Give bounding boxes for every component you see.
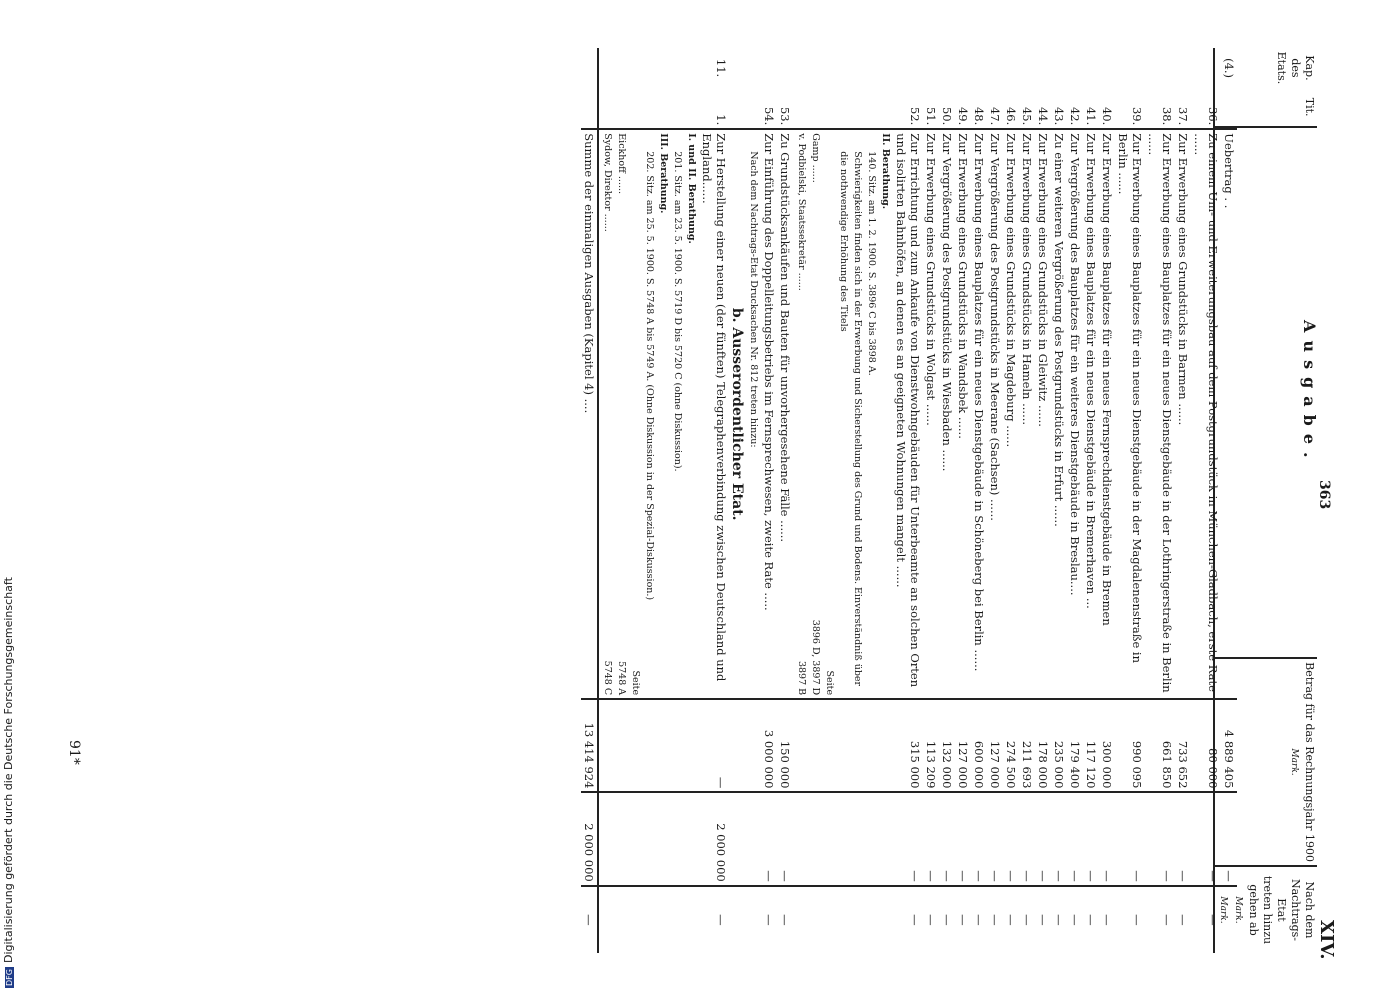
cell-amt2: —: [923, 792, 939, 885]
ausser-title-row: [729, 48, 745, 953]
beratung-line1: 140. Sitz. am 1. 2. 1900. S. 3896 C bis 3898 A.: [866, 151, 877, 376]
cell-amt3: —: [956, 914, 970, 926]
header-nach: Nach dem Nachtrags-Etat treten hinzugehen ab Mark.Mark.: [1214, 866, 1317, 953]
speaker-podbielski: v. Podbielski, Staatssekretär ......: [796, 133, 807, 291]
table-row: [1035, 48, 1051, 953]
cell-desc: Zur Erwerbung eines Bauplatzes für ein neues Dienstgebäude in Bremerhaven ...: [1083, 129, 1099, 699]
cell-tit: [581, 88, 598, 129]
sydow-ref: 5748 C: [602, 660, 613, 696]
cell-tit: 48.: [972, 106, 986, 126]
cell-amt3: —: [1004, 914, 1018, 926]
beratung-line2: Schwierigkeiten finden sich in der Erwerbung und Sicherstellung des Grund und Bodens. Einverständniß über die nothwendige Erhöhung des Titels: [838, 151, 863, 687]
cell-desc: Zur Erwerbung eines Bauplatzes für ein neues Dienstgebäude in der Lothringerstraße in Berlin ......: [1145, 129, 1175, 699]
cell-amt3: —: [1068, 914, 1082, 926]
cell-kap: [1067, 48, 1083, 88]
cell-amt3: —: [762, 914, 776, 926]
table-row: [987, 48, 1003, 953]
cell-tit: 46.: [1004, 106, 1018, 126]
cell-kap: [987, 48, 1003, 88]
speaker-sydow: Sydow, Direktor ......: [602, 133, 613, 232]
cell-amt3: —: [1084, 914, 1098, 926]
cell-amt: 990 095: [1115, 699, 1145, 792]
cell-amt: 661 850: [1145, 699, 1175, 792]
cell-amt2: —: [1035, 792, 1051, 885]
cell-kap: [893, 48, 923, 88]
cell-desc: Uebertrag . .: [1221, 129, 1237, 699]
beratung2-seite: Seite: [630, 670, 641, 696]
cell-tit: 36.: [1206, 106, 1220, 126]
cell-desc: Zur Vergrößerung des Postgrundstücks in Wiesbaden ......: [939, 129, 955, 699]
cell-desc: Zur Herstellung einer neuen (der fünften) Telegraphenverbindung zwischen Deutschland und England......: [699, 129, 729, 699]
cell-amt3: —: [778, 914, 792, 926]
cell-amt: 733 652: [1175, 699, 1191, 792]
cell-desc: Zur Erwerbung eines Grundstücks in Hameln ......: [1019, 129, 1035, 699]
table-row: [1145, 48, 1175, 953]
table-row: [1067, 48, 1083, 953]
cell-tit: 1.: [714, 114, 728, 126]
table-row: [761, 48, 777, 953]
scanned-page: [20, 0, 1383, 1000]
eickhoff-ref: 5748 A: [616, 661, 627, 696]
cell-desc: Zur Erwerbung eines Grundstücks in Wandsbek ......: [955, 129, 971, 699]
cell-kap: [1115, 48, 1145, 88]
header-title: Ausgabe.: [1214, 127, 1317, 658]
cell-desc: Zu Grundstücksankäufen und Bauten für unvorhergesehene Fälle ......: [777, 129, 793, 699]
cell-amt: —: [699, 699, 729, 792]
cell-kap: [955, 48, 971, 88]
cell-amt2: —: [1067, 792, 1083, 885]
page-number: 363: [1316, 480, 1332, 510]
cell-amt: 274 500: [1003, 699, 1019, 792]
beratung-seite: Seite: [824, 670, 835, 696]
cell-kap: [777, 48, 793, 88]
dfg-logo: DFG: [5, 969, 14, 986]
beratung2-l4: 202. Sitz. am 25. 5. 1900. S. 5748 A bis 5749 A. (Ohne Diskussion in der Spezial-Diskussion.): [644, 151, 655, 601]
cell-amt2: —: [1175, 792, 1191, 885]
cell-desc: Zur Einführung des Doppelleitungsbetriebs im Fernsprechwesen, zweite Rate .....: [761, 129, 777, 699]
table-row: [699, 48, 729, 953]
cell-desc: Zur Erwerbung eines Bauplatzes für ein neues Dienstgebäude in der Magdalenenstraße in Berlin ......: [1115, 129, 1145, 699]
cell-amt: 600 000: [971, 699, 987, 792]
cell-kap: [1099, 48, 1115, 88]
cell-amt: 13 414 924: [581, 699, 598, 792]
cell-kap: [1175, 48, 1191, 88]
speaker-eickhoff: Eickhoff ......: [616, 133, 627, 195]
cell-desc: Zur Erwerbung eines Grundstücks in Magdeburg ......: [1003, 129, 1019, 699]
cell-amt: 117 120: [1083, 699, 1099, 792]
speaker-gamp: Gamp ......: [810, 133, 821, 183]
cell-amt2: —: [1051, 792, 1067, 885]
cell-tit: 47.: [988, 106, 1002, 126]
cell-tit: 49.: [956, 106, 970, 126]
table-row: [1019, 48, 1035, 953]
cell-amt3: —: [1036, 914, 1050, 926]
cell-amt3: —: [1176, 914, 1190, 926]
cell-amt: 235 000: [1051, 699, 1067, 792]
cell-amt: 178 000: [1035, 699, 1051, 792]
table-row: [777, 48, 793, 953]
cell-desc: Zur Vergrößerung des Bauplatzes für ein weiteres Dienstgebäude in Breslau....: [1067, 129, 1083, 699]
cell-amt2: —: [1145, 792, 1175, 885]
cell-tit: 50.: [940, 106, 954, 126]
section-number: XIV.: [1316, 920, 1337, 960]
cell-tit: 53.: [778, 106, 792, 126]
cell-amt2: —: [761, 792, 777, 885]
cell-amt2: —: [1221, 792, 1237, 885]
podbielski-ref: 3897 B: [796, 660, 807, 696]
table-row: [893, 48, 923, 953]
cell-amt3: —: [1100, 914, 1114, 926]
cell-amt: 300 000: [1099, 699, 1115, 792]
table-row: [955, 48, 971, 953]
cell-desc: Zur Erwerbung eines Grundstücks in Barmen ......: [1175, 129, 1191, 699]
cell-amt3: —: [1130, 914, 1144, 926]
cell-kap: [939, 48, 955, 88]
cell-tit: 54.: [762, 106, 776, 126]
cell-kap: 11.: [714, 58, 728, 78]
cell-amt2: —: [777, 792, 793, 885]
cell-amt: 150 000: [777, 699, 793, 792]
cell-amt2: 2 000 000: [699, 792, 729, 885]
nachtrag-text: Nach dem Nachtrags-Etat Drucksachen Nr. 812 treten hinzu:: [748, 151, 759, 448]
table-row: [1099, 48, 1115, 953]
table-row: [939, 48, 955, 953]
beratung2-block: [598, 48, 699, 953]
cell-amt: 211 693: [1019, 699, 1035, 792]
cell-amt: 80 000: [1191, 699, 1221, 792]
cell-tit: 52.: [908, 106, 922, 126]
cell-amt3: —: [1160, 914, 1174, 926]
table-row: [1003, 48, 1019, 953]
credit-text: Digitalisierung gefördert durch die Deutsche Forschungsgemeinschaft: [2, 577, 15, 964]
cell-kap: [581, 48, 598, 88]
cell-amt3: —: [1020, 914, 1034, 926]
beratung2-l3: III. Berathung.: [658, 133, 669, 214]
cell-amt2: —: [955, 792, 971, 885]
cell-amt2: —: [971, 792, 987, 885]
beratung-block: [793, 48, 893, 953]
cell-desc: Zur Vergrößerung des Postgrundstücks in Meerane (Sachsen) ......: [987, 129, 1003, 699]
cell-kap: [1051, 48, 1067, 88]
cell-kap: [971, 48, 987, 88]
cell-kap: [1191, 48, 1221, 88]
nachtrag-row: [745, 48, 761, 953]
cell-desc: Zu einem Um- und Erweiterungsbau auf dem Postgrundstück in München-Gladbach, erste Rate ......: [1191, 129, 1221, 699]
table-row: [1083, 48, 1099, 953]
cell-amt2: 2 000 000: [581, 792, 598, 885]
cell-tit: 44.: [1036, 106, 1050, 126]
cell-tit: 38.: [1160, 106, 1174, 126]
cell-amt: 315 000: [893, 699, 923, 792]
cell-kap: (4.): [1222, 58, 1236, 79]
cell-tit: 41.: [1084, 106, 1098, 126]
beratung2-l1: I. und II. Berathung.: [686, 133, 697, 244]
cell-amt3: —: [988, 914, 1002, 926]
cell-amt: 127 000: [987, 699, 1003, 792]
cell-amt3: —: [714, 914, 728, 926]
cell-amt3: —: [1206, 914, 1220, 926]
cell-kap: [761, 48, 777, 88]
cell-amt: 4 889 405: [1221, 699, 1237, 792]
cell-desc: Zur Erwerbung eines Bauplatzes für ein neues Dienstgebäude in Schöneberg bei Berlin ......: [971, 129, 987, 699]
cell-desc: Zur Erwerbung eines Bauplatzes für ein neues Fernsprechdienstgebäude in Bremen: [1099, 129, 1115, 699]
cell-tit: 51.: [924, 106, 938, 126]
cell-tit: 42.: [1068, 106, 1082, 126]
budget-rows: [581, 48, 1237, 953]
cell-tit: 43.: [1052, 106, 1066, 126]
ausser-title: b. Ausserordentlicher Etat.: [729, 307, 745, 521]
cell-kap: [1083, 48, 1099, 88]
header-kap: Kap. des Etats.: [1214, 48, 1317, 88]
cell-amt3: —: [972, 914, 986, 926]
cell-desc: Zu einer weiteren Vergrößerung des Postgrundstücks in Erfurt ......: [1051, 129, 1067, 699]
cell-tit: [1221, 88, 1237, 129]
table-row: [581, 48, 598, 953]
footer-number: 91*: [66, 740, 82, 765]
cell-desc: Summe der einmaligen Ausgaben (Kapitel 4) ....: [581, 129, 598, 699]
table-row: [923, 48, 939, 953]
cell-amt3: —: [908, 914, 922, 926]
cell-amt3: —: [1052, 914, 1066, 926]
cell-amt: 3 000 000: [761, 699, 777, 792]
cell-amt2: —: [1115, 792, 1145, 885]
header-tit: Tit.: [1214, 88, 1317, 128]
cell-desc: Zur Erwerbung eines Grundstücks in Wolgast ......: [923, 129, 939, 699]
cell-tit: 37.: [1176, 106, 1190, 126]
cell-amt2: —: [1191, 792, 1221, 885]
cell-amt2: —: [1019, 792, 1035, 885]
cell-amt: 132 000: [939, 699, 955, 792]
cell-amt2: —: [1003, 792, 1019, 885]
cell-kap: [923, 48, 939, 88]
table-row: [971, 48, 987, 953]
beratung-title: II. Berathung.: [880, 133, 891, 210]
cell-amt3: —: [581, 886, 598, 953]
table-row: [1191, 48, 1221, 953]
cell-amt: 179 400: [1067, 699, 1083, 792]
cell-kap: [1003, 48, 1019, 88]
cell-amt: 113 209: [923, 699, 939, 792]
cell-amt2: —: [1099, 792, 1115, 885]
cell-kap: [1145, 48, 1175, 88]
cell-tit: 45.: [1020, 106, 1034, 126]
table-row: [1221, 48, 1237, 953]
cell-desc: Zur Erwerbung eines Grundstücks in Gleiwitz ......: [1035, 129, 1051, 699]
table-row: [1115, 48, 1145, 953]
cell-amt: 127 000: [955, 699, 971, 792]
cell-tit: 40.: [1100, 106, 1114, 126]
cell-amt2: —: [893, 792, 923, 885]
cell-tit: 39.: [1130, 106, 1144, 126]
cell-amt2: —: [987, 792, 1003, 885]
cell-desc: Zur Errichtung und zum Ankaufe von Dienstwohngebäuden für Unterbeamte an solchen Orten und isolirten Bahnhöfen, an denen es an geeigneten Wohnungen mangelt ......: [893, 129, 923, 699]
cell-amt3: —: [924, 914, 938, 926]
table-row: [1051, 48, 1067, 953]
cell-amt2: —: [939, 792, 955, 885]
cell-amt3: [1221, 886, 1237, 953]
table-row: [1175, 48, 1191, 953]
cell-amt3: —: [940, 914, 954, 926]
cell-amt2: —: [1083, 792, 1099, 885]
beratung2-l2: 201. Sitz. am 23. 5. 1900. S. 5719 D bis 5720 C (ohne Diskussion).: [672, 151, 683, 472]
gamp-ref: 3896 D, 3897 D: [810, 619, 821, 696]
cell-kap: [1019, 48, 1035, 88]
header-betrag: Betrag für das Rechnungsjahr 1900 Mark.: [1214, 658, 1317, 866]
cell-kap: [1035, 48, 1051, 88]
